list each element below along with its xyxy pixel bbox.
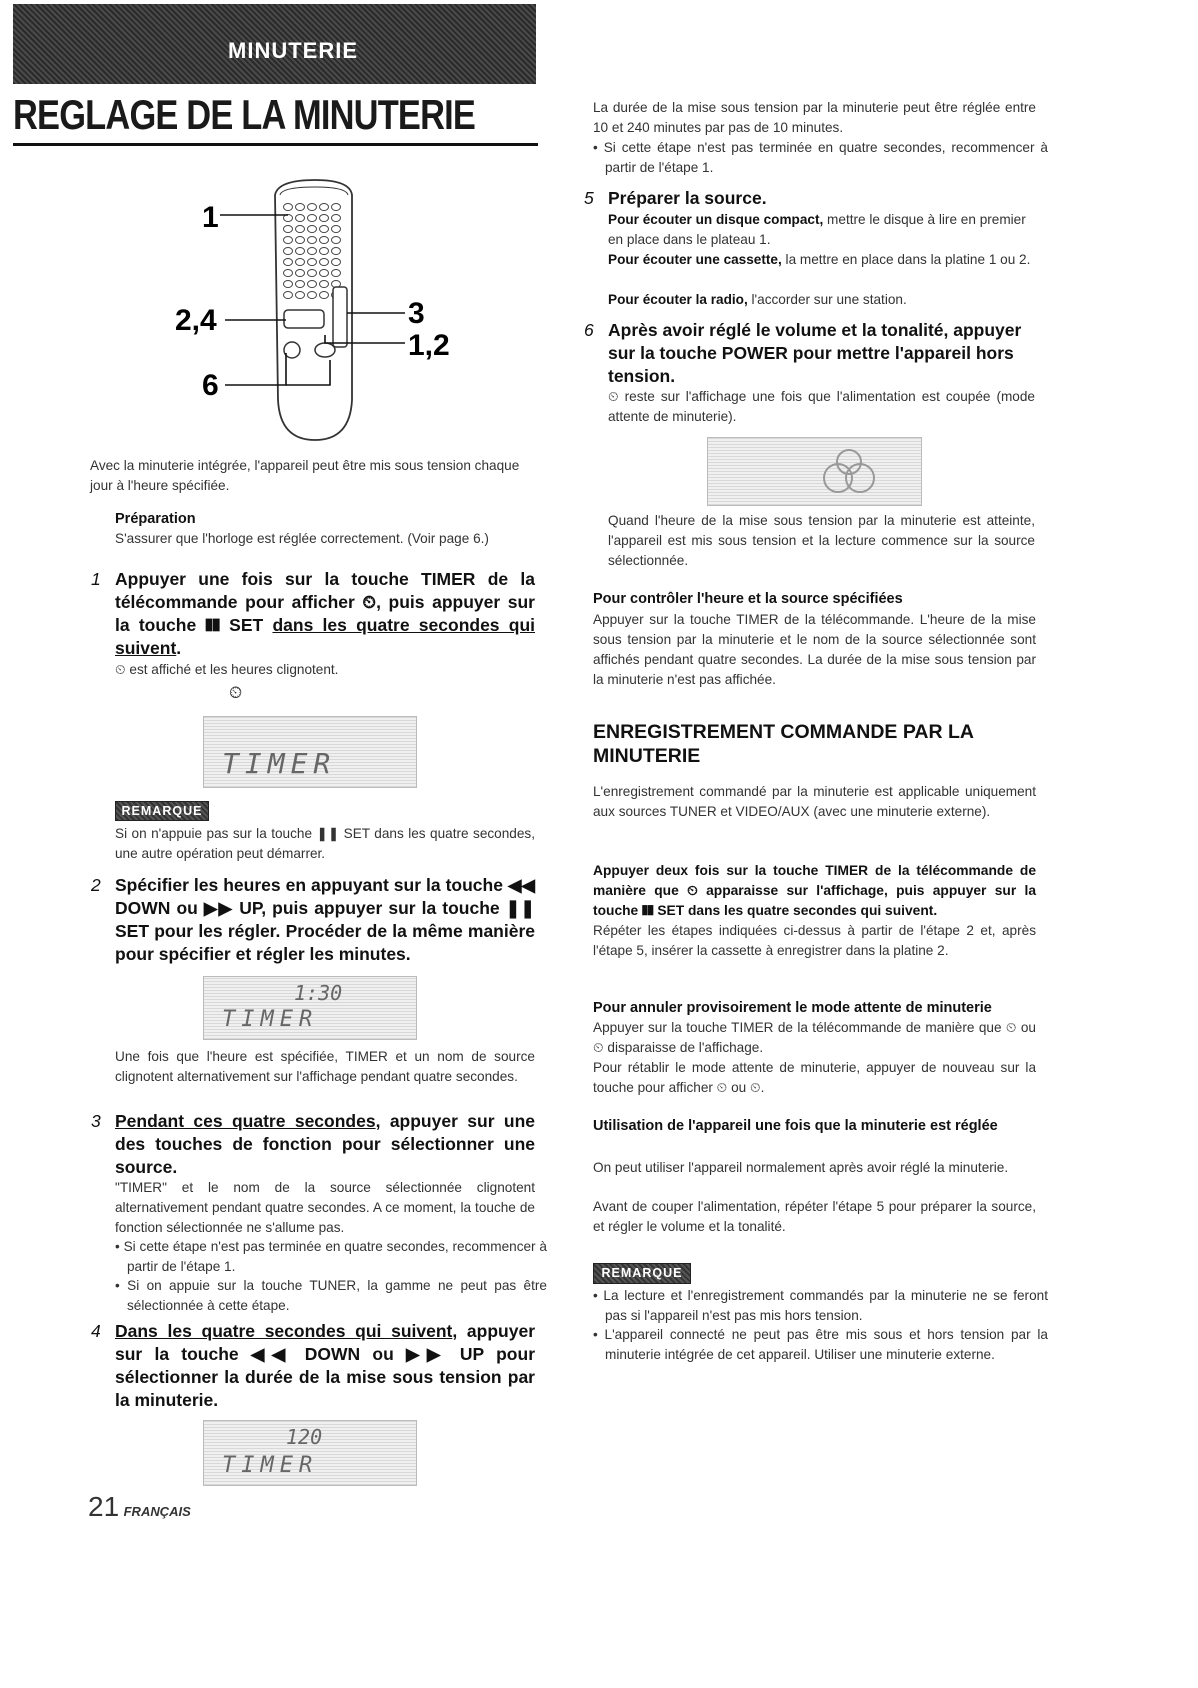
remote-oval-button bbox=[315, 343, 335, 357]
right-intro-text: La durée de la mise sous tension par la minuterie peut être réglée entre 10 et 240 minutes par pas de 10 minutes. bbox=[593, 100, 1036, 135]
step-5-radio-label: Pour écouter la radio, bbox=[608, 292, 748, 307]
remote-button bbox=[320, 215, 329, 222]
remote-button bbox=[332, 248, 341, 255]
step-5-tape bbox=[608, 250, 1035, 270]
lcd-display-1 bbox=[203, 716, 417, 788]
section-banner bbox=[13, 4, 536, 84]
step-3-text: "TIMER" et le nom de la source sélectionnée clignotent alternativement pendant quatre secondes. A ce moment, la touche de fonction sélectionnée ne s'allume pas. bbox=[115, 1180, 535, 1235]
step-5-radio-text: l'accorder sur une station. bbox=[747, 292, 907, 307]
remote-button bbox=[320, 248, 329, 255]
remote-button bbox=[296, 281, 305, 288]
step-1-title-end: . bbox=[176, 638, 182, 658]
annuler-text-2: Pour rétablir le mode attente de minuterie, appuyer de nouveau sur la touche pour afficher ⏲ ou ⏲. bbox=[593, 1060, 1036, 1095]
step-4-title-underlined: Dans les quatre secondes qui suivent bbox=[115, 1321, 453, 1341]
step-1-title-text: Appuyer une fois sur la touche TIMER de la télécommande pour afficher ⏲, puis appuyer sur la touche ❚❚ SET bbox=[115, 569, 535, 635]
remarque-badge-1: REMARQUE bbox=[115, 801, 209, 821]
remote-button bbox=[332, 270, 341, 277]
page-language: FRANÇAIS bbox=[123, 1504, 191, 1519]
quand-text: Quand l'heure de la mise sous tension par la minuterie est atteinte, l'appareil est mis sous tension et la lecture commence sur la source sélectionnée. bbox=[608, 513, 1035, 568]
lcd-4-text: TIMER bbox=[222, 1453, 319, 1478]
step-5-radio bbox=[608, 290, 1035, 310]
lcd-4-time: 120 bbox=[286, 1425, 323, 1449]
lcd-6-segments bbox=[708, 438, 921, 505]
step-5-title bbox=[584, 187, 1035, 210]
remote-button bbox=[296, 215, 305, 222]
remote-button bbox=[296, 248, 305, 255]
remote-button bbox=[284, 237, 293, 244]
remote-button bbox=[308, 259, 317, 266]
controle-title: Pour contrôler l'heure et la source spécifiées bbox=[593, 591, 903, 607]
preparation-text: S'assurer que l'horloge est réglée correctement. (Voir page 6.) bbox=[115, 531, 489, 546]
step-3-title-underlined: Pendant ces quatre secondes bbox=[115, 1111, 376, 1131]
remarque-2-bullet-2: • L'appareil connecté ne peut pas être mis sous et hors tension par la minuterie intégrée de cet appareil. Utiliser une minuterie externe. bbox=[593, 1327, 1048, 1362]
remote-button bbox=[332, 204, 341, 211]
remote-button bbox=[308, 215, 317, 222]
callout-1-2: 1,2 bbox=[408, 329, 450, 362]
remote-button bbox=[284, 226, 293, 233]
remote-button bbox=[320, 237, 329, 244]
step-3-bullet-1-text: Si cette étape n'est pas terminée en quatre secondes, recommencer à partir de l'étape 1. bbox=[123, 1239, 547, 1274]
step-3-bullet-2: • Si on appuie sur la touche TUNER, la gamme ne peut pas être sélectionnée à cette étape. bbox=[115, 1278, 547, 1313]
lcd-1-text: TIMER bbox=[222, 747, 337, 780]
intro-text: Avec la minuterie intégrée, l'appareil peut être mis sous tension chaque jour à l'heure spécifiée. bbox=[90, 458, 520, 493]
remote-button bbox=[296, 226, 305, 233]
enregistrement-text-2: Répéter les étapes indiquées ci-dessus à partir de l'étape 2 et, après l'étape 5, insérer la cassette à enregistrer dans la platine 2. bbox=[593, 923, 1036, 958]
remote-button bbox=[308, 281, 317, 288]
step-5-cd-text: mettre le disque à lire en premier en place dans le plateau 1. bbox=[608, 212, 1026, 247]
step-5-title-text: Préparer la source. bbox=[608, 188, 767, 208]
remarque-badge-2: REMARQUE bbox=[593, 1263, 691, 1284]
step-1-text: ⏲ est affiché et les heures clignotent. bbox=[115, 662, 339, 677]
lcd-display-2 bbox=[203, 976, 417, 1040]
banner-text: MINUTERIE bbox=[228, 38, 358, 63]
remote-button-grid bbox=[284, 204, 341, 299]
callout-2-4: 2,4 bbox=[175, 304, 217, 337]
step-5-tape-label: Pour écouter une cassette, bbox=[608, 252, 782, 267]
lcd-display-6 bbox=[707, 437, 922, 506]
step-3-bullet-1: • Si cette étape n'est pas terminée en quatre secondes, recommencer à partir de l'étape 1. bbox=[115, 1239, 547, 1274]
annuler-text: Appuyer sur la touche TIMER de la télécommande de manière que ⏲ ou ⏲ disparaisse de l'affichage. bbox=[593, 1020, 1036, 1055]
remote-button bbox=[296, 292, 305, 299]
step-3-number: 3 bbox=[91, 1111, 101, 1131]
preparation-title: Préparation bbox=[115, 511, 196, 527]
step-3-bullet-2-text: Si on appuie sur la touche TUNER, la gamme ne peut pas être sélectionnée à cette étape. bbox=[127, 1278, 547, 1313]
remote-side-buttons bbox=[333, 287, 347, 347]
remarque-2-bullet-1: • La lecture et l'enregistrement commandés par la minuterie ne se feront pas si l'appareil n'est pas mis hors tension. bbox=[593, 1288, 1048, 1323]
remote-button bbox=[296, 259, 305, 266]
remote-button bbox=[320, 204, 329, 211]
remote-button bbox=[284, 281, 293, 288]
step-3-title bbox=[91, 1110, 535, 1179]
step-5-cd-label: Pour écouter un disque compact, bbox=[608, 212, 824, 227]
remarque-2-bullet-1-text: La lecture et l'enregistrement commandés par la minuterie ne se feront pas si l'appareil n'est pas mis hors tension. bbox=[603, 1288, 1048, 1323]
remote-button bbox=[308, 292, 317, 299]
page-footer bbox=[88, 1491, 191, 1523]
utilisation-text-2: Avant de couper l'alimentation, répéter l'étape 5 pour préparer la source, et régler le volume et la tonalité. bbox=[593, 1199, 1036, 1234]
enregistrement-title: ENREGISTREMENT COMMANDE PAR LA MINUTERIE bbox=[593, 721, 974, 767]
remote-button bbox=[296, 204, 305, 211]
remote-button bbox=[308, 226, 317, 233]
remote-button bbox=[332, 237, 341, 244]
lcd-2-time: 1:30 bbox=[294, 981, 343, 1005]
remote-button bbox=[284, 259, 293, 266]
remarque-1-text: Si on n'appuie pas sur la touche ❚❚ SET dans les quatre secondes, une autre opération peut démarrer. bbox=[115, 826, 535, 861]
page-number: 21 bbox=[88, 1491, 120, 1522]
remote-button bbox=[332, 215, 341, 222]
step-2-title bbox=[91, 874, 535, 966]
step-2-title-text: Spécifier les heures en appuyant sur la touche ◀◀ DOWN ou ▶▶ UP, puis appuyer sur la touche ❚❚ SET pour les régler. Procéder de la même manière pour spécifier et régler les minutes. bbox=[115, 875, 535, 964]
remote-button bbox=[308, 248, 317, 255]
utilisation-text: On peut utiliser l'appareil normalement après avoir réglé la minuterie. bbox=[593, 1160, 1009, 1175]
remote-button bbox=[320, 226, 329, 233]
remote-button bbox=[320, 259, 329, 266]
remote-button bbox=[332, 259, 341, 266]
step-5-tape-text: la mettre en place dans la platine 1 ou 2. bbox=[781, 252, 1031, 267]
right-intro-bullet: • Si cette étape n'est pas terminée en quatre secondes, recommencer à partir de l'étape 1. bbox=[593, 140, 1048, 175]
step-1-title bbox=[91, 568, 536, 660]
step-2-number: 2 bbox=[91, 875, 101, 895]
step-1-number: 1 bbox=[91, 569, 101, 589]
utilisation-title: Utilisation de l'appareil une fois que la minuterie est réglée bbox=[593, 1118, 998, 1134]
remote-button bbox=[320, 270, 329, 277]
step-6-title-text: Après avoir réglé le volume et la tonalité, appuyer sur la touche POWER pour mettre l'appareil hors tension. bbox=[608, 320, 1022, 386]
step-5-cd bbox=[608, 210, 1035, 250]
clock-icon: ⏲ bbox=[229, 683, 243, 702]
step-5-number: 5 bbox=[584, 188, 594, 208]
enregistrement-bold: Appuyer deux fois sur la touche TIMER de la télécommande de manière que ⏲ apparaisse sur l'affichage, puis appuyer sur la touche ❚❚ SET dans les quatre secondes qui suivent. bbox=[593, 863, 1036, 918]
remote-button bbox=[284, 292, 293, 299]
step-1-title-underlined: dans les quatre secondes qui suivent bbox=[115, 615, 536, 658]
callout-6: 6 bbox=[202, 369, 219, 402]
remote-transport-buttons bbox=[284, 310, 324, 328]
remote-button bbox=[284, 270, 293, 277]
step-6-title bbox=[584, 319, 1035, 388]
lcd-2-text: TIMER bbox=[222, 1007, 319, 1032]
step-4-title bbox=[91, 1320, 535, 1412]
remote-button bbox=[308, 237, 317, 244]
step-6-number: 6 bbox=[584, 320, 594, 340]
right-intro-bullet-text: Si cette étape n'est pas terminée en quatre secondes, recommencer à partir de l'étape 1. bbox=[603, 140, 1048, 175]
lcd-display-4 bbox=[203, 1420, 417, 1486]
remote-button bbox=[320, 281, 329, 288]
page-title: REGLAGE DE LA MINUTERIE bbox=[13, 91, 476, 138]
enregistrement-text: L'enregistrement commandé par la minuterie est applicable uniquement aux sources TUNER et VIDEO/AUX (avec une minuterie externe). bbox=[593, 784, 1036, 819]
remote-button bbox=[332, 226, 341, 233]
step-2-text: Une fois que l'heure est spécifiée, TIMER et un nom de source clignotent alternativement sur l'affichage pendant quatre secondes. bbox=[115, 1049, 535, 1084]
callout-1: 1 bbox=[202, 201, 219, 234]
remote-control-figure bbox=[175, 175, 460, 450]
remote-button bbox=[296, 237, 305, 244]
remote-button bbox=[284, 204, 293, 211]
callout-3: 3 bbox=[408, 297, 425, 330]
remote-button bbox=[308, 270, 317, 277]
step-4-number: 4 bbox=[91, 1321, 101, 1341]
remote-button bbox=[284, 248, 293, 255]
controle-text: Appuyer sur la touche TIMER de la télécommande. L'heure de la mise sous tension par la minuterie et le nom de la source sélectionnée sont affichés pendant quatre secondes. La durée de la mise sous tension par la minuterie n'est pas affichée. bbox=[593, 612, 1036, 687]
remarque-2-bullet-2-text: L'appareil connecté ne peut pas être mis sous et hors tension par la minuterie intégrée de cet appareil. Utiliser une minuterie externe. bbox=[604, 1327, 1048, 1362]
step-3-title-text: , appuyer sur une des touches de fonction pour sélectionner une source. bbox=[115, 1111, 535, 1177]
step-6-text: ⏲ reste sur l'affichage une fois que l'alimentation est coupée (mode attente de minuterie). bbox=[608, 389, 1035, 424]
annuler-title: Pour annuler provisoirement le mode attente de minuterie bbox=[593, 1000, 992, 1016]
step-4-title-text: , appuyer sur la touche ◀◀ DOWN ou ▶▶ UP pour sélectionner la durée de la mise sous tension par la minuterie. bbox=[115, 1321, 535, 1410]
title-rule bbox=[13, 143, 538, 146]
remote-button bbox=[296, 270, 305, 277]
remote-button bbox=[308, 204, 317, 211]
remote-button bbox=[320, 292, 329, 299]
